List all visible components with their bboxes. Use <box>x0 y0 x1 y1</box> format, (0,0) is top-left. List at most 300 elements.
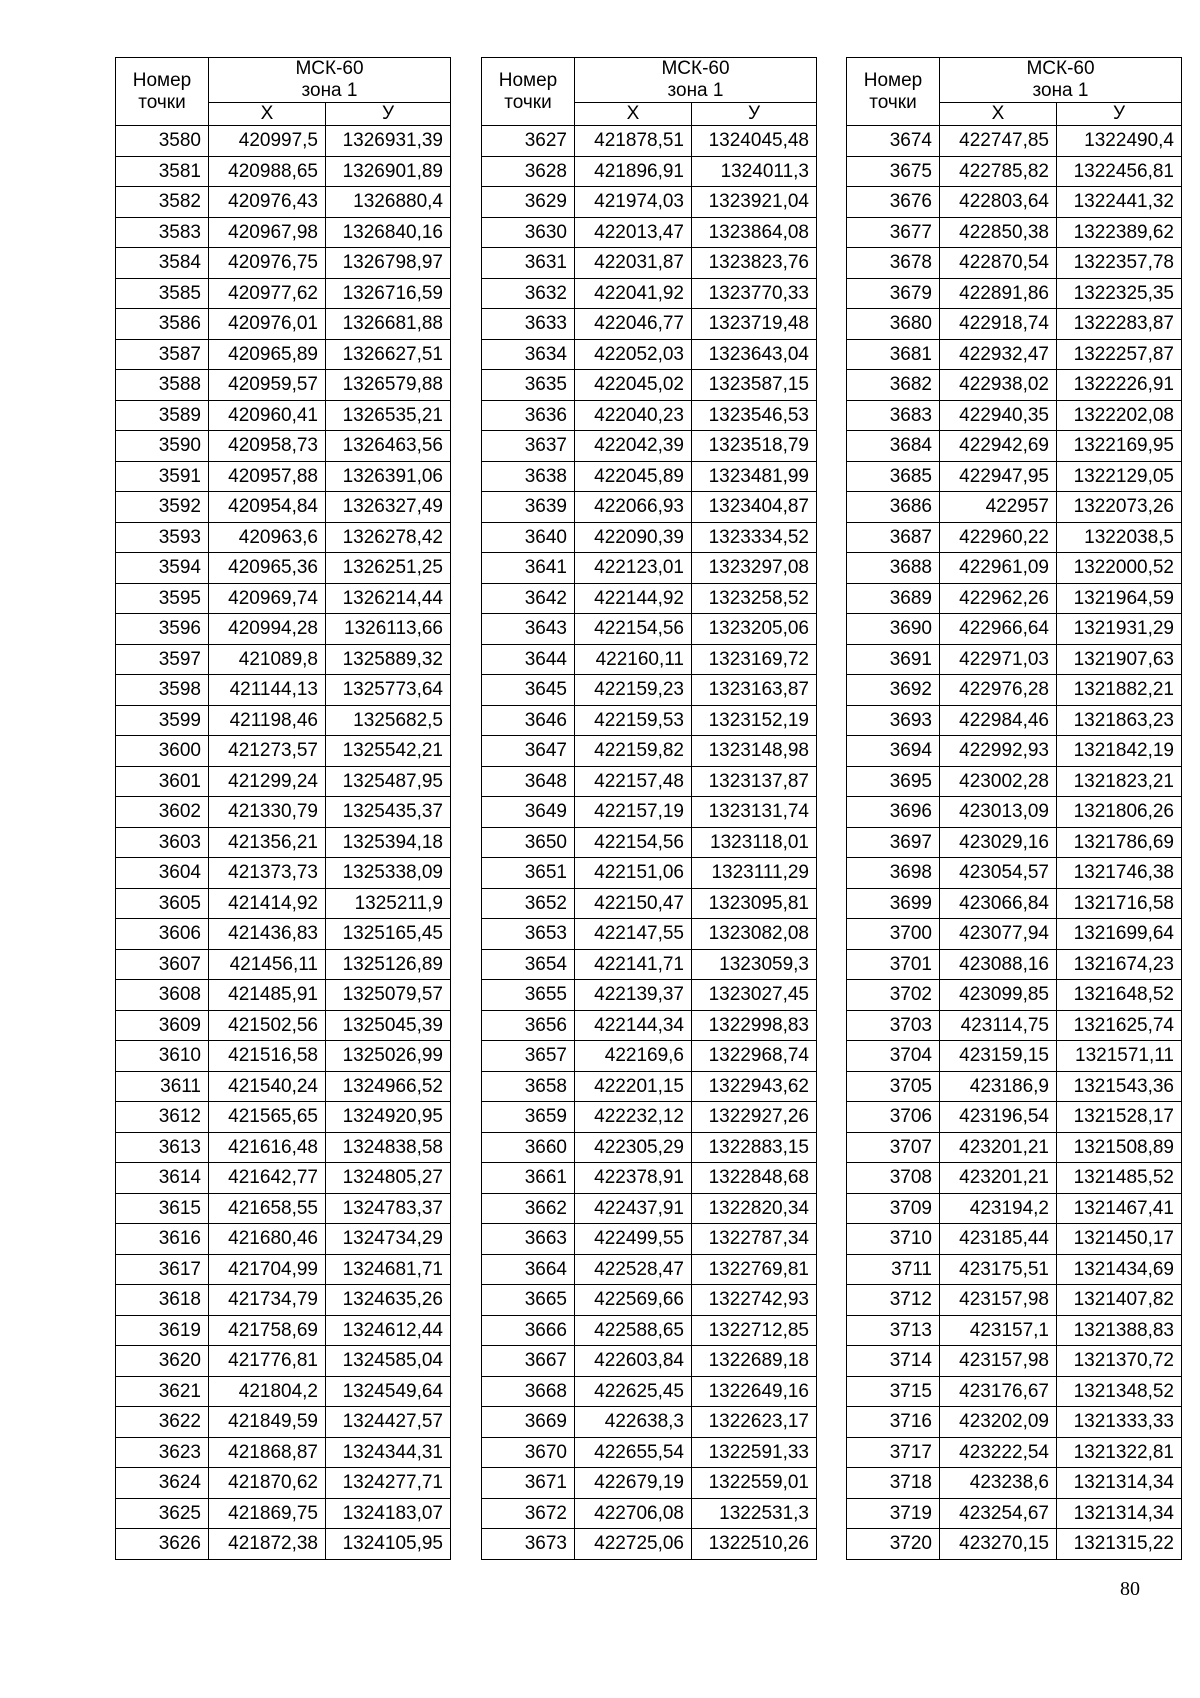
y-coordinate-cell: 1324920,95 <box>326 1102 451 1133</box>
table-row <box>847 461 1182 492</box>
x-coordinate-cell: 423254,67 <box>940 1498 1057 1529</box>
point-number-cell: 3655 <box>482 980 575 1011</box>
y-coordinate-cell: 1326535,21 <box>326 400 451 431</box>
table-row <box>482 858 817 889</box>
y-coordinate-cell: 1321907,63 <box>1057 644 1182 675</box>
table-row <box>847 339 1182 370</box>
y-coordinate-cell: 1323719,48 <box>692 309 817 340</box>
point-number-cell: 3673 <box>482 1529 575 1560</box>
point-number-cell: 3646 <box>482 705 575 736</box>
table-row <box>482 1254 817 1285</box>
x-coordinate-cell: 421198,46 <box>209 705 326 736</box>
table-row <box>847 217 1182 248</box>
point-number-cell: 3703 <box>847 1010 940 1041</box>
point-number-cell: 3623 <box>116 1437 209 1468</box>
table-row <box>482 400 817 431</box>
point-number-cell: 3664 <box>482 1254 575 1285</box>
y-coordinate-cell: 1321931,29 <box>1057 614 1182 645</box>
x-coordinate-cell: 422588,65 <box>575 1315 692 1346</box>
y-coordinate-cell: 1322927,26 <box>692 1102 817 1133</box>
table-row <box>847 248 1182 279</box>
x-coordinate-cell: 422066,93 <box>575 492 692 523</box>
point-number-cell: 3654 <box>482 949 575 980</box>
x-coordinate-cell: 423175,51 <box>940 1254 1057 1285</box>
y-coordinate-cell: 1321716,58 <box>1057 888 1182 919</box>
x-coordinate-cell: 421734,79 <box>209 1285 326 1316</box>
x-coordinate-cell: 422984,46 <box>940 705 1057 736</box>
point-number-cell: 3588 <box>116 370 209 401</box>
table-row <box>116 1437 451 1468</box>
y-coordinate-cell: 1322968,74 <box>692 1041 817 1072</box>
x-coordinate-cell: 423202,09 <box>940 1407 1057 1438</box>
y-coordinate-cell: 1322357,78 <box>1057 248 1182 279</box>
x-coordinate-cell: 420954,84 <box>209 492 326 523</box>
point-number-cell: 3682 <box>847 370 940 401</box>
point-number-cell: 3592 <box>116 492 209 523</box>
y-coordinate-cell: 1324105,95 <box>326 1529 451 1560</box>
y-coordinate-cell: 1326214,44 <box>326 583 451 614</box>
y-coordinate-cell: 1324183,07 <box>326 1498 451 1529</box>
y-coordinate-cell: 1321407,82 <box>1057 1285 1182 1316</box>
y-coordinate-cell: 1323059,3 <box>692 949 817 980</box>
point-number-cell: 3645 <box>482 675 575 706</box>
point-number-cell: 3684 <box>847 431 940 462</box>
table-row <box>116 1346 451 1377</box>
table-row <box>847 492 1182 523</box>
y-coordinate-cell: 1323297,08 <box>692 553 817 584</box>
point-number-cell: 3700 <box>847 919 940 950</box>
y-coordinate-cell: 1325435,37 <box>326 797 451 828</box>
table-row <box>847 370 1182 401</box>
y-coordinate-cell: 1322073,26 <box>1057 492 1182 523</box>
y-coordinate-cell: 1321467,41 <box>1057 1193 1182 1224</box>
point-number-cell: 3591 <box>116 461 209 492</box>
table-row <box>482 675 817 706</box>
point-number-cell: 3614 <box>116 1163 209 1194</box>
point-number-cell: 3651 <box>482 858 575 889</box>
y-coordinate-cell: 1323111,29 <box>692 858 817 889</box>
table-row <box>116 1315 451 1346</box>
x-coordinate-cell: 423157,1 <box>940 1315 1057 1346</box>
y-coordinate-cell: 1326931,39 <box>326 126 451 157</box>
x-coordinate-cell: 420976,43 <box>209 187 326 218</box>
point-number-cell: 3583 <box>116 217 209 248</box>
table-row <box>116 705 451 736</box>
x-coordinate-cell: 423013,09 <box>940 797 1057 828</box>
y-coordinate-cell: 1321543,36 <box>1057 1071 1182 1102</box>
x-coordinate-cell: 423186,9 <box>940 1071 1057 1102</box>
table-row <box>847 1041 1182 1072</box>
table-row <box>847 1285 1182 1316</box>
table-row <box>847 614 1182 645</box>
y-coordinate-cell: 1323027,45 <box>692 980 817 1011</box>
x-coordinate-cell: 422157,19 <box>575 797 692 828</box>
point-number-cell: 3715 <box>847 1376 940 1407</box>
y-coordinate-cell: 1322325,35 <box>1057 278 1182 309</box>
point-number-cell: 3689 <box>847 583 940 614</box>
x-coordinate-cell: 422976,28 <box>940 675 1057 706</box>
y-coordinate-cell: 1324783,37 <box>326 1193 451 1224</box>
x-coordinate-cell: 423002,28 <box>940 766 1057 797</box>
point-number-cell: 3604 <box>116 858 209 889</box>
y-coordinate-cell: 1321314,34 <box>1057 1498 1182 1529</box>
table-row <box>847 583 1182 614</box>
y-coordinate-cell: 1323481,99 <box>692 461 817 492</box>
x-coordinate-cell: 422154,56 <box>575 827 692 858</box>
table-row <box>482 1407 817 1438</box>
y-coordinate-cell: 1322883,15 <box>692 1132 817 1163</box>
x-coordinate-cell: 422159,53 <box>575 705 692 736</box>
y-coordinate-cell: 1323258,52 <box>692 583 817 614</box>
coordinates-table-1 <box>115 57 451 1560</box>
y-coordinate-cell: 1325079,57 <box>326 980 451 1011</box>
table-row <box>847 919 1182 950</box>
x-coordinate-cell: 422040,23 <box>575 400 692 431</box>
y-coordinate-cell: 1323095,81 <box>692 888 817 919</box>
point-number-cell: 3665 <box>482 1285 575 1316</box>
x-coordinate-cell: 421330,79 <box>209 797 326 828</box>
table-row <box>482 1163 817 1194</box>
table-row <box>116 797 451 828</box>
table-row <box>116 1498 451 1529</box>
x-coordinate-cell: 422150,47 <box>575 888 692 919</box>
y-coordinate-cell: 1324427,57 <box>326 1407 451 1438</box>
x-coordinate-cell: 421089,8 <box>209 644 326 675</box>
table-row <box>847 858 1182 889</box>
table-row <box>847 309 1182 340</box>
y-coordinate-cell: 1323770,33 <box>692 278 817 309</box>
table-row <box>482 827 817 858</box>
x-coordinate-cell: 423077,94 <box>940 919 1057 950</box>
point-number-cell: 3630 <box>482 217 575 248</box>
table-row <box>482 736 817 767</box>
point-number-cell: 3649 <box>482 797 575 828</box>
y-coordinate-cell: 1321370,72 <box>1057 1346 1182 1377</box>
point-number-cell: 3613 <box>116 1132 209 1163</box>
x-coordinate-cell: 422499,55 <box>575 1224 692 1255</box>
table-row <box>116 1163 451 1194</box>
page-number: 80 <box>1120 1578 1140 1600</box>
table-row <box>847 675 1182 706</box>
point-number-cell: 3657 <box>482 1041 575 1072</box>
table-row <box>116 126 451 157</box>
table-row <box>116 766 451 797</box>
x-coordinate-cell: 423157,98 <box>940 1285 1057 1316</box>
y-coordinate-cell: 1322456,81 <box>1057 156 1182 187</box>
point-number-cell: 3641 <box>482 553 575 584</box>
table-row <box>847 278 1182 309</box>
x-coordinate-cell: 422603,84 <box>575 1346 692 1377</box>
table-row <box>116 400 451 431</box>
point-number-cell: 3675 <box>847 156 940 187</box>
table-row <box>116 827 451 858</box>
point-number-cell: 3658 <box>482 1071 575 1102</box>
point-number-cell: 3625 <box>116 1498 209 1529</box>
point-number-cell: 3707 <box>847 1132 940 1163</box>
x-coordinate-cell: 422971,03 <box>940 644 1057 675</box>
point-number-cell: 3634 <box>482 339 575 370</box>
x-coordinate-cell: 422992,93 <box>940 736 1057 767</box>
table-row <box>482 980 817 1011</box>
x-coordinate-cell: 423159,15 <box>940 1041 1057 1072</box>
y-coordinate-cell: 1323118,01 <box>692 827 817 858</box>
point-number-cell: 3635 <box>482 370 575 401</box>
y-coordinate-cell: 1321648,52 <box>1057 980 1182 1011</box>
x-coordinate-cell: 422378,91 <box>575 1163 692 1194</box>
y-coordinate-cell: 1324045,48 <box>692 126 817 157</box>
point-number-cell: 3678 <box>847 248 940 279</box>
y-coordinate-cell: 1324838,58 <box>326 1132 451 1163</box>
y-coordinate-cell: 1323169,72 <box>692 644 817 675</box>
table-row <box>847 705 1182 736</box>
y-coordinate-cell: 1324011,3 <box>692 156 817 187</box>
point-number-cell: 3582 <box>116 187 209 218</box>
point-number-cell: 3674 <box>847 126 940 157</box>
x-coordinate-cell: 421144,13 <box>209 675 326 706</box>
y-coordinate-cell: 1325045,39 <box>326 1010 451 1041</box>
x-coordinate-cell: 421456,11 <box>209 949 326 980</box>
table-row <box>482 1437 817 1468</box>
x-coordinate-cell: 422625,45 <box>575 1376 692 1407</box>
point-number-cell: 3626 <box>116 1529 209 1560</box>
point-number-cell: 3662 <box>482 1193 575 1224</box>
point-number-cell: 3599 <box>116 705 209 736</box>
y-coordinate-cell: 1323163,87 <box>692 675 817 706</box>
y-coordinate-cell: 1325773,64 <box>326 675 451 706</box>
table-row <box>116 431 451 462</box>
y-coordinate-cell: 1321485,52 <box>1057 1163 1182 1194</box>
x-coordinate-cell: 423054,57 <box>940 858 1057 889</box>
table-row <box>847 1407 1182 1438</box>
table-row <box>847 1254 1182 1285</box>
table-row <box>116 1132 451 1163</box>
x-coordinate-cell: 423194,2 <box>940 1193 1057 1224</box>
x-coordinate-cell: 421516,58 <box>209 1041 326 1072</box>
x-coordinate-cell: 420977,62 <box>209 278 326 309</box>
y-coordinate-cell: 1325682,5 <box>326 705 451 736</box>
y-coordinate-cell: 1326113,66 <box>326 614 451 645</box>
x-coordinate-cell: 422725,06 <box>575 1529 692 1560</box>
point-number-cell: 3603 <box>116 827 209 858</box>
x-coordinate-cell: 422305,29 <box>575 1132 692 1163</box>
x-coordinate-cell: 422144,34 <box>575 1010 692 1041</box>
point-number-cell: 3598 <box>116 675 209 706</box>
y-coordinate-cell: 1326463,56 <box>326 431 451 462</box>
point-number-cell: 3620 <box>116 1346 209 1377</box>
point-number-cell: 3685 <box>847 461 940 492</box>
y-coordinate-cell: 1322490,4 <box>1057 126 1182 157</box>
x-coordinate-cell: 420963,6 <box>209 522 326 553</box>
table-row <box>847 1376 1182 1407</box>
x-coordinate-cell: 421849,59 <box>209 1407 326 1438</box>
x-coordinate-cell: 421485,91 <box>209 980 326 1011</box>
table-row <box>116 949 451 980</box>
y-header: У <box>692 103 817 126</box>
x-coordinate-cell: 420969,74 <box>209 583 326 614</box>
table-row <box>847 126 1182 157</box>
y-coordinate-cell: 1323921,04 <box>692 187 817 218</box>
table-row <box>116 888 451 919</box>
table-row <box>482 492 817 523</box>
y-coordinate-cell: 1322129,05 <box>1057 461 1182 492</box>
table-row <box>482 644 817 675</box>
y-coordinate-cell: 1321746,38 <box>1057 858 1182 889</box>
y-coordinate-cell: 1325889,32 <box>326 644 451 675</box>
y-coordinate-cell: 1324612,44 <box>326 1315 451 1346</box>
x-coordinate-cell: 422961,09 <box>940 553 1057 584</box>
point-number-cell: 3714 <box>847 1346 940 1377</box>
x-coordinate-cell: 421436,83 <box>209 919 326 950</box>
table-row <box>116 1529 451 1560</box>
point-number-cell: 3705 <box>847 1071 940 1102</box>
table-row <box>847 1437 1182 1468</box>
y-coordinate-cell: 1323864,08 <box>692 217 817 248</box>
table-row <box>482 1193 817 1224</box>
x-coordinate-cell: 421872,38 <box>209 1529 326 1560</box>
point-number-cell: 3656 <box>482 1010 575 1041</box>
table-row <box>116 1407 451 1438</box>
x-coordinate-cell: 422785,82 <box>940 156 1057 187</box>
x-coordinate-cell: 422960,22 <box>940 522 1057 553</box>
point-number-cell: 3687 <box>847 522 940 553</box>
point-number-cell: 3696 <box>847 797 940 828</box>
point-number-cell: 3666 <box>482 1315 575 1346</box>
x-coordinate-cell: 422031,87 <box>575 248 692 279</box>
x-coordinate-cell: 421868,87 <box>209 1437 326 1468</box>
table-row <box>482 1132 817 1163</box>
table-row <box>847 553 1182 584</box>
point-number-cell: 3618 <box>116 1285 209 1316</box>
table-row <box>116 553 451 584</box>
point-number-cell: 3612 <box>116 1102 209 1133</box>
point-number-cell: 3701 <box>847 949 940 980</box>
point-number-cell: 3683 <box>847 400 940 431</box>
x-coordinate-cell: 420976,75 <box>209 248 326 279</box>
y-coordinate-cell: 1321842,19 <box>1057 736 1182 767</box>
x-coordinate-cell: 422141,71 <box>575 949 692 980</box>
table-row <box>482 583 817 614</box>
x-coordinate-cell: 422679,19 <box>575 1468 692 1499</box>
point-number-cell: 3638 <box>482 461 575 492</box>
point-number-cell: 3719 <box>847 1498 940 1529</box>
table-row <box>116 919 451 950</box>
table-row <box>116 309 451 340</box>
point-number-cell: 3680 <box>847 309 940 340</box>
x-coordinate-cell: 422932,47 <box>940 339 1057 370</box>
y-coordinate-cell: 1322820,34 <box>692 1193 817 1224</box>
table-row <box>116 1193 451 1224</box>
table-row <box>847 1102 1182 1133</box>
y-coordinate-cell: 1324344,31 <box>326 1437 451 1468</box>
point-number-cell: 3642 <box>482 583 575 614</box>
x-coordinate-cell: 420967,98 <box>209 217 326 248</box>
y-coordinate-cell: 1322531,3 <box>692 1498 817 1529</box>
point-number-cell: 3667 <box>482 1346 575 1377</box>
coordinate-system-header: МСК-60 зона 1 <box>940 58 1182 103</box>
table-row <box>482 888 817 919</box>
x-coordinate-cell: 422891,86 <box>940 278 1057 309</box>
table-row <box>847 644 1182 675</box>
table-row <box>482 370 817 401</box>
y-coordinate-cell: 1324734,29 <box>326 1224 451 1255</box>
point-number-cell: 3669 <box>482 1407 575 1438</box>
point-number-cell: 3610 <box>116 1041 209 1072</box>
x-coordinate-cell: 421658,55 <box>209 1193 326 1224</box>
y-coordinate-cell: 1326251,25 <box>326 553 451 584</box>
y-coordinate-cell: 1323205,06 <box>692 614 817 645</box>
point-number-cell: 3686 <box>847 492 940 523</box>
point-number-cell: 3631 <box>482 248 575 279</box>
table-row <box>482 1529 817 1560</box>
y-coordinate-cell: 1323643,04 <box>692 339 817 370</box>
point-number-cell: 3590 <box>116 431 209 462</box>
point-number-cell: 3712 <box>847 1285 940 1316</box>
point-number-cell: 3663 <box>482 1224 575 1255</box>
x-coordinate-cell: 421878,51 <box>575 126 692 157</box>
table-row <box>847 827 1182 858</box>
table-row <box>482 309 817 340</box>
table-row <box>482 1224 817 1255</box>
y-coordinate-cell: 1322998,83 <box>692 1010 817 1041</box>
point-number-cell: 3648 <box>482 766 575 797</box>
x-coordinate-cell: 421680,46 <box>209 1224 326 1255</box>
x-coordinate-cell: 421704,99 <box>209 1254 326 1285</box>
y-coordinate-cell: 1322848,68 <box>692 1163 817 1194</box>
x-coordinate-cell: 421273,57 <box>209 736 326 767</box>
table-row <box>482 705 817 736</box>
table-row <box>482 1376 817 1407</box>
y-coordinate-cell: 1321625,74 <box>1057 1010 1182 1041</box>
table-row <box>116 1468 451 1499</box>
x-coordinate-cell: 422041,92 <box>575 278 692 309</box>
y-coordinate-cell: 1322000,52 <box>1057 553 1182 584</box>
point-number-cell: 3615 <box>116 1193 209 1224</box>
point-number-cell: 3622 <box>116 1407 209 1438</box>
table-row <box>482 278 817 309</box>
table-row <box>482 797 817 828</box>
point-number-header: Номер точки <box>847 58 940 126</box>
table-row <box>482 1010 817 1041</box>
point-number-cell: 3606 <box>116 919 209 950</box>
point-number-cell: 3668 <box>482 1376 575 1407</box>
point-number-cell: 3670 <box>482 1437 575 1468</box>
y-coordinate-cell: 1321333,33 <box>1057 1407 1182 1438</box>
y-coordinate-cell: 1325394,18 <box>326 827 451 858</box>
x-coordinate-cell: 422870,54 <box>940 248 1057 279</box>
point-number-cell: 3616 <box>116 1224 209 1255</box>
x-coordinate-cell: 422052,03 <box>575 339 692 370</box>
table-row <box>482 461 817 492</box>
x-coordinate-cell: 422528,47 <box>575 1254 692 1285</box>
y-coordinate-cell: 1322591,33 <box>692 1437 817 1468</box>
point-number-cell: 3711 <box>847 1254 940 1285</box>
y-header: У <box>326 103 451 126</box>
x-coordinate-cell: 421870,62 <box>209 1468 326 1499</box>
point-number-header: Номер точки <box>482 58 575 126</box>
y-coordinate-cell: 1326798,97 <box>326 248 451 279</box>
table-row <box>847 1529 1182 1560</box>
point-number-cell: 3602 <box>116 797 209 828</box>
point-number-cell: 3600 <box>116 736 209 767</box>
y-coordinate-cell: 1323082,08 <box>692 919 817 950</box>
x-header: Х <box>575 103 692 126</box>
table-row <box>482 431 817 462</box>
table-row <box>116 1041 451 1072</box>
table-row <box>847 1193 1182 1224</box>
y-coordinate-cell: 1325211,9 <box>326 888 451 919</box>
point-number-cell: 3628 <box>482 156 575 187</box>
x-coordinate-cell: 422655,54 <box>575 1437 692 1468</box>
